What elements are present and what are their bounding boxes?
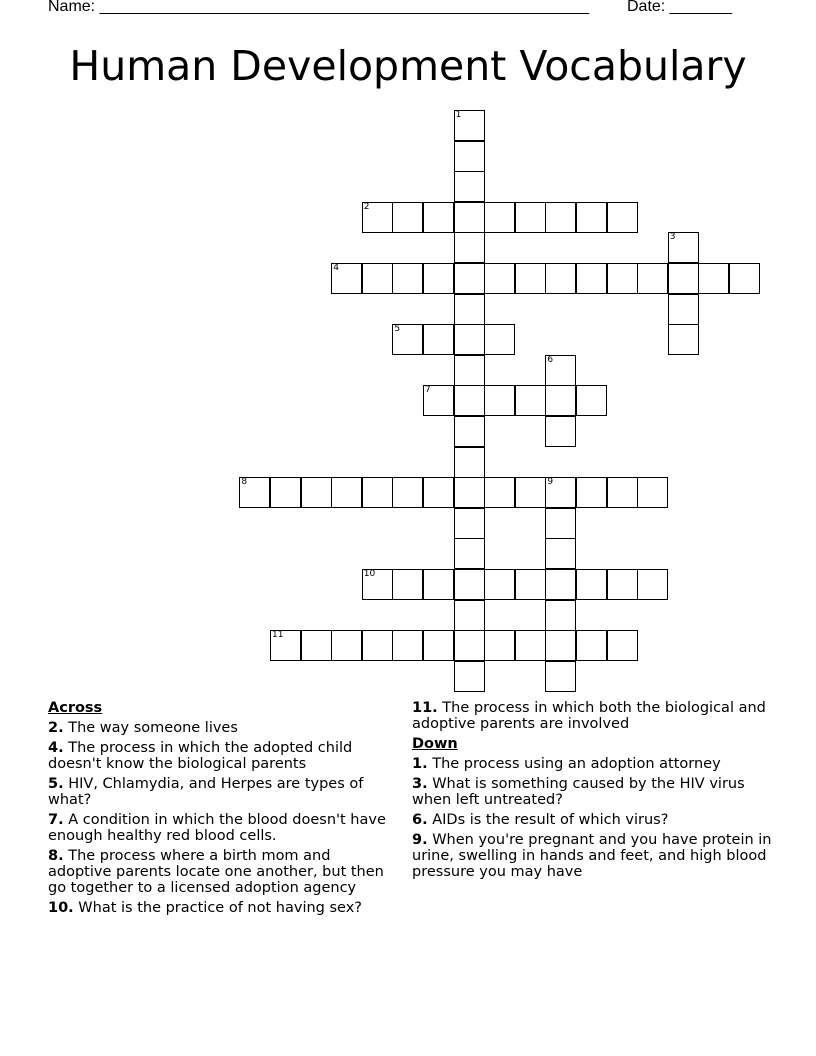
- grid-cell[interactable]: [423, 630, 454, 661]
- clue-item: [48, 812, 388, 844]
- clue-number-label: 4.: [48, 740, 64, 756]
- clue-text: A condition in which the blood doesn't have enough healthy red blood cells.: [48, 812, 386, 844]
- grid-cell[interactable]: [392, 477, 423, 508]
- grid-cell[interactable]: [362, 630, 393, 661]
- grid-cell[interactable]: [607, 477, 638, 508]
- grid-cell[interactable]: [270, 477, 301, 508]
- grid-cell[interactable]: [545, 661, 576, 692]
- grid-cell[interactable]: [515, 202, 546, 233]
- grid-cell[interactable]: [454, 294, 485, 325]
- grid-cell[interactable]: [454, 171, 485, 202]
- clue-number-label: 11.: [412, 700, 438, 716]
- clue-item: [412, 756, 777, 772]
- grid-cell[interactable]: [454, 324, 485, 355]
- clue-number-label: 3.: [412, 776, 428, 792]
- grid-cell[interactable]: [454, 661, 485, 692]
- down-clue-list: [412, 756, 777, 880]
- clue-text: The process in which the adopted child doesn't know the biological parents: [48, 740, 353, 772]
- clue-number-label: 5.: [48, 776, 64, 792]
- grid-cell[interactable]: [331, 477, 362, 508]
- grid-cell[interactable]: [423, 569, 454, 600]
- clue-number: 6: [547, 354, 554, 365]
- grid-cell[interactable]: [515, 385, 546, 416]
- clue-item: [412, 776, 777, 808]
- grid-cell[interactable]: [637, 569, 668, 600]
- grid-cell[interactable]: [545, 508, 576, 539]
- grid-cell[interactable]: [545, 385, 576, 416]
- grid-cell[interactable]: [484, 324, 515, 355]
- grid-cell[interactable]: [545, 630, 576, 661]
- grid-cell[interactable]: [392, 263, 423, 294]
- grid-cell[interactable]: [392, 630, 423, 661]
- grid-cell[interactable]: [454, 538, 485, 569]
- grid-cell[interactable]: [454, 110, 485, 141]
- grid-cell[interactable]: [545, 202, 576, 233]
- grid-cell[interactable]: [545, 569, 576, 600]
- clue-number: 1: [455, 110, 462, 120]
- grid-cell[interactable]: [423, 202, 454, 233]
- grid-cell[interactable]: [454, 263, 485, 294]
- clue-text: The process in which both the biological and adoptive parents are involved: [412, 700, 766, 732]
- grid-cell[interactable]: [545, 355, 576, 386]
- grid-cell[interactable]: [454, 600, 485, 631]
- clue-text: The way someone lives: [63, 720, 238, 736]
- grid-cell[interactable]: [454, 355, 485, 386]
- grid-cell[interactable]: [301, 477, 332, 508]
- grid-cell[interactable]: [607, 263, 638, 294]
- grid-cell[interactable]: [576, 202, 607, 233]
- clue-number: 10: [363, 569, 376, 579]
- clue-text: What is the practice of not having sex?: [73, 900, 362, 916]
- grid-cell[interactable]: [454, 508, 485, 539]
- grid-cell[interactable]: [545, 600, 576, 631]
- grid-cell[interactable]: [576, 263, 607, 294]
- page-title: Human Development Vocabulary: [69, 42, 747, 90]
- grid-cell[interactable]: [607, 630, 638, 661]
- grid-cell[interactable]: [545, 263, 576, 294]
- clue-item: [412, 700, 777, 732]
- grid-cell[interactable]: [637, 477, 668, 508]
- grid-cell[interactable]: [423, 263, 454, 294]
- clue-number: 5: [394, 324, 401, 335]
- grid-cell[interactable]: [484, 477, 515, 508]
- grid-cell[interactable]: [454, 477, 485, 508]
- grid-cell[interactable]: [392, 569, 423, 600]
- grid-cell[interactable]: [668, 232, 699, 263]
- grid-cell[interactable]: [698, 263, 729, 294]
- grid-cell[interactable]: [607, 569, 638, 600]
- across-clue-list-continued: [412, 700, 777, 732]
- clue-item: [412, 812, 777, 828]
- grid-cell[interactable]: [668, 294, 699, 325]
- grid-cell[interactable]: [331, 263, 362, 294]
- grid-cell[interactable]: [454, 630, 485, 661]
- clue-item: [412, 832, 777, 880]
- clue-number: 2: [363, 201, 370, 212]
- clue-item: [48, 848, 388, 896]
- grid-cell[interactable]: [484, 569, 515, 600]
- clue-number-label: 8.: [48, 848, 64, 864]
- grid-cell[interactable]: [576, 477, 607, 508]
- grid-cell[interactable]: [668, 324, 699, 355]
- name-field-label: Name: _______________________________________________________: [48, 0, 589, 15]
- clue-item: [48, 720, 388, 736]
- grid-cell[interactable]: [270, 630, 301, 661]
- grid-cell[interactable]: [545, 538, 576, 569]
- grid-cell[interactable]: [301, 630, 332, 661]
- clue-number: 7: [425, 385, 431, 396]
- grid-cell[interactable]: [423, 477, 454, 508]
- grid-cell[interactable]: [423, 385, 454, 416]
- across-heading: Across: [48, 700, 103, 716]
- clue-number: 3: [669, 232, 676, 243]
- grid-cell[interactable]: [454, 141, 485, 172]
- grid-cell[interactable]: [729, 263, 760, 294]
- grid-cell[interactable]: [362, 477, 393, 508]
- grid-cell[interactable]: [576, 569, 607, 600]
- clue-item: [48, 776, 388, 808]
- clue-text: The process where a birth mom and adoptive parents locate one another, but then go together to a licensed adoption agency: [48, 848, 384, 896]
- grid-cell[interactable]: [668, 263, 699, 294]
- clue-number-label: 2.: [48, 720, 64, 736]
- clue-number-label: 9.: [412, 832, 428, 848]
- clues-left-column: [48, 700, 388, 920]
- grid-cell[interactable]: [362, 202, 393, 233]
- grid-cell[interactable]: [607, 202, 638, 233]
- grid-cell[interactable]: [576, 630, 607, 661]
- grid-cell[interactable]: [545, 416, 576, 447]
- grid-cell[interactable]: [515, 477, 546, 508]
- clue-number-label: 1.: [412, 756, 428, 772]
- grid-cell[interactable]: [423, 324, 454, 355]
- clue-number-label: 7.: [48, 812, 64, 828]
- grid-cell[interactable]: [454, 232, 485, 263]
- clue-number-label: 10.: [48, 900, 74, 916]
- grid-cell[interactable]: [454, 569, 485, 600]
- clues-right-column: [412, 700, 777, 884]
- grid-cell[interactable]: [515, 263, 546, 294]
- clue-number: 4: [333, 263, 339, 273]
- grid-cell[interactable]: [515, 569, 546, 600]
- clue-number: 8: [241, 477, 248, 488]
- grid-cell[interactable]: [637, 263, 668, 294]
- grid-cell[interactable]: [515, 630, 546, 661]
- grid-cell[interactable]: [454, 202, 485, 233]
- grid-cell[interactable]: [454, 447, 485, 478]
- clue-item: [48, 900, 388, 916]
- date-field-label: Date: _______: [627, 0, 732, 15]
- clue-text: The process using an adoption attorney: [427, 756, 721, 772]
- grid-cell[interactable]: [454, 416, 485, 447]
- across-clue-list: [48, 720, 388, 916]
- grid-cell[interactable]: [392, 324, 423, 355]
- down-heading: Down: [412, 736, 458, 752]
- clue-number: 9: [547, 477, 554, 488]
- grid-cell[interactable]: [484, 202, 515, 233]
- grid-cell[interactable]: [392, 202, 423, 233]
- grid-cell[interactable]: [484, 385, 515, 416]
- clue-text: What is something caused by the HIV virus when left untreated?: [412, 776, 745, 808]
- grid-cell[interactable]: [484, 263, 515, 294]
- grid-cell[interactable]: [239, 477, 270, 508]
- clue-number: 11: [272, 630, 284, 641]
- clue-item: [48, 740, 388, 772]
- grid-cell[interactable]: [362, 569, 393, 600]
- grid-cell[interactable]: [331, 630, 362, 661]
- clue-text: When you're pregnant and you have protein in urine, swelling in hands and feet, and high blood pressure you may have: [412, 832, 772, 880]
- grid-cell[interactable]: [484, 630, 515, 661]
- clue-text: AIDs is the result of which virus?: [427, 812, 669, 828]
- clue-text: HIV, Chlamydia, and Herpes are types of what?: [48, 776, 364, 808]
- grid-cell[interactable]: [576, 385, 607, 416]
- clue-number-label: 6.: [412, 812, 428, 828]
- grid-cell[interactable]: [362, 263, 393, 294]
- grid-cell[interactable]: [454, 385, 485, 416]
- grid-cell[interactable]: [545, 477, 576, 508]
